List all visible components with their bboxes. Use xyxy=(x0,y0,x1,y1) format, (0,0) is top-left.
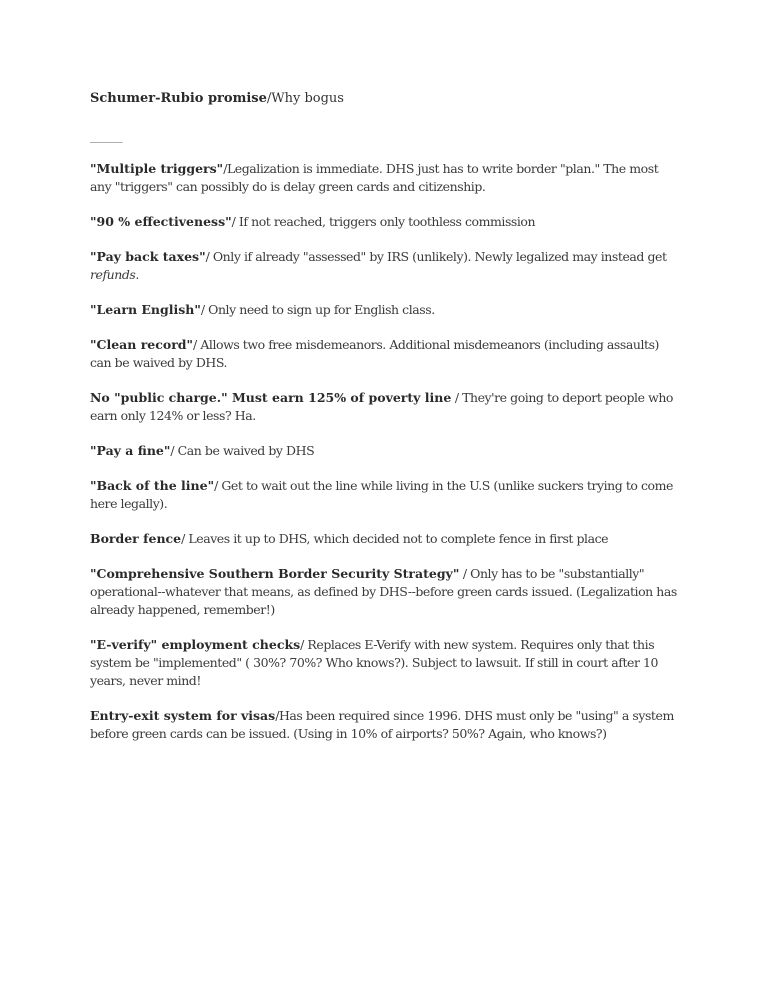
list-item xyxy=(90,442,682,460)
list-item xyxy=(90,213,682,231)
list-item xyxy=(90,248,682,284)
item-italic-text: refunds xyxy=(90,267,136,282)
item-heading: "90 % effectiveness" xyxy=(90,214,232,229)
list-item xyxy=(90,565,682,619)
list-item xyxy=(90,160,682,196)
item-text: /Legalization is immediate. DHS just has to write border "plan." The most any "triggers" can possibly do is delay green cards and citizenship. xyxy=(90,161,659,194)
item-heading: "Multiple triggers" xyxy=(90,161,224,176)
list-item xyxy=(90,389,682,425)
item-heading: "Back of the line" xyxy=(90,478,215,493)
list-item xyxy=(90,336,682,372)
item-text: / They're going to deport people who earn only 124% or less? Ha. xyxy=(90,390,673,423)
separator: ______ xyxy=(90,128,122,143)
item-text: / Only if already "assessed" by IRS (unlikely). Newly legalized may instead get xyxy=(205,249,667,264)
item-heading: No "public charge." Must earn 125% of poverty line xyxy=(90,390,452,405)
list-item xyxy=(90,301,682,319)
item-text: / Only need to sign up for English class. xyxy=(200,302,435,317)
title-rest: /Why bogus xyxy=(266,91,344,106)
item-heading: "E-verify" employment checks xyxy=(90,637,301,652)
item-text: / Only has to be "substantially" operational--whatever that means, as defined by DHS--before green cards issued. (Legalization has already happened, remember!) xyxy=(90,566,677,617)
item-text: / Allows two free misdemeanors. Additional misdemeanors (including assaults) can be waived by DHS. xyxy=(90,337,659,370)
list-item xyxy=(90,530,682,548)
item-text: / Replaces E-Verify with new system. Requires only that this system be "implemented" ( 30%? 70%? Who knows?). Subject to lawsuit. If still in court after 10 years, never mind! xyxy=(90,637,659,688)
item-text: / Can be waived by DHS xyxy=(170,443,315,458)
document-body xyxy=(90,90,682,760)
list-item xyxy=(90,477,682,513)
item-heading: Entry-exit system for visas xyxy=(90,708,276,723)
item-text: /Has been required since 1996. DHS must only be "using" a system before green cards can be issued. (Using in 10% of airports? 50%? Again, who knows?) xyxy=(90,708,674,741)
item-heading: "Pay back taxes" xyxy=(90,249,206,264)
title-bold: Schumer-Rubio promise xyxy=(90,91,267,106)
item-text: / If not reached, triggers only toothless commission xyxy=(231,214,536,229)
item-text: / Leaves it up to DHS, which decided not to complete fence in first place xyxy=(181,531,609,546)
item-heading: "Pay a fine" xyxy=(90,443,171,458)
list-item xyxy=(90,707,682,743)
list-item xyxy=(90,636,682,690)
document-title xyxy=(90,90,682,108)
item-heading: Border fence xyxy=(90,531,182,546)
item-heading: "Comprehensive Southern Border Security Strategy" xyxy=(90,566,460,581)
item-heading: "Clean record" xyxy=(90,337,194,352)
item-text-end: . xyxy=(135,267,139,282)
item-text: / Get to wait out the line while living in the U.S (unlike suckers trying to come here legally). xyxy=(90,478,673,511)
item-heading: "Learn English" xyxy=(90,302,201,317)
